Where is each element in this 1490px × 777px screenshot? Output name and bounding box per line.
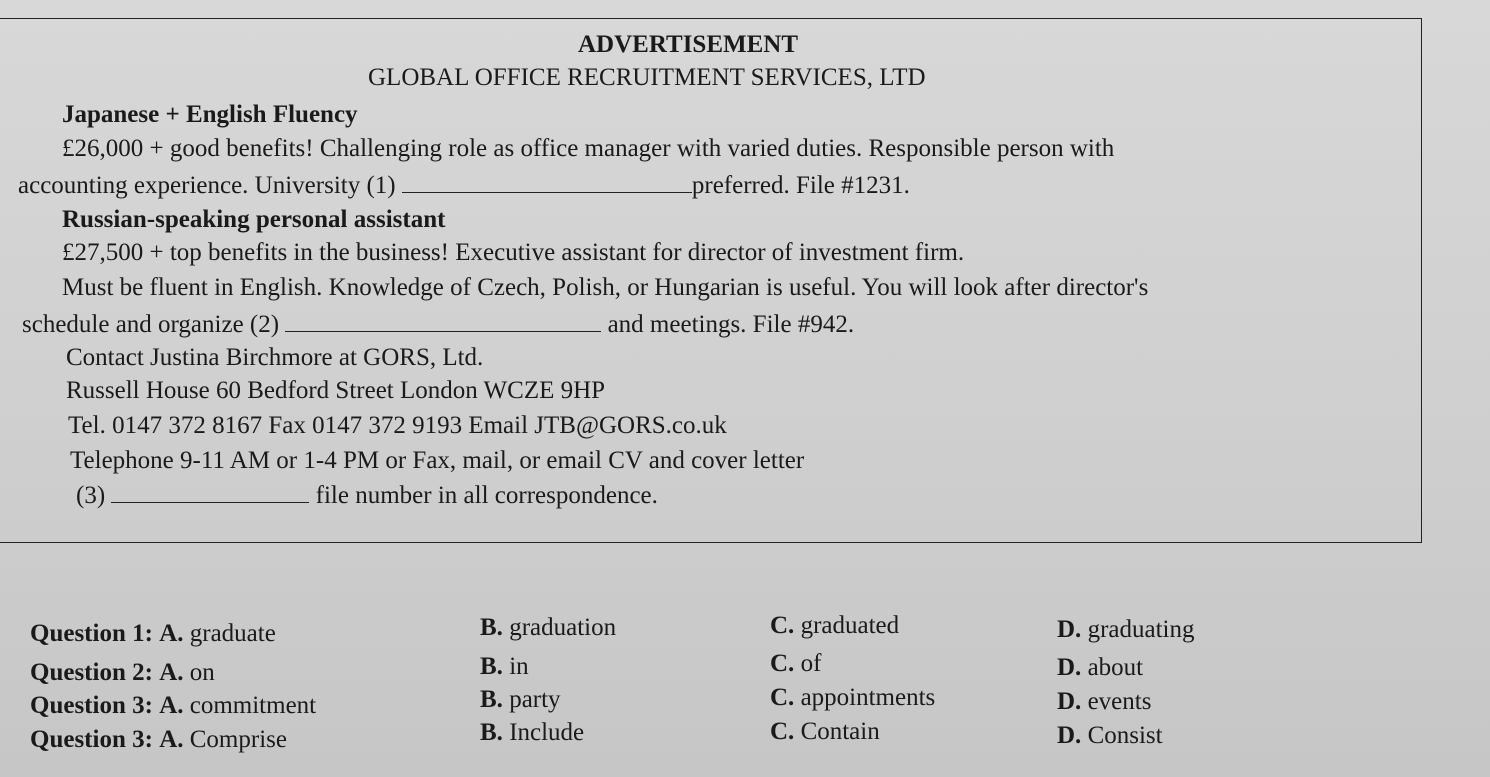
option-key: D. bbox=[1057, 654, 1082, 681]
question-2-row bbox=[30, 659, 215, 687]
question-4-option-d[interactable]: Consist bbox=[1087, 722, 1163, 749]
question-4-option-a[interactable]: Comprise bbox=[189, 726, 287, 753]
question-1-label: Question 1: bbox=[30, 620, 153, 647]
question-1-option-b[interactable]: graduation bbox=[509, 614, 617, 641]
option-key: B. bbox=[480, 653, 503, 680]
question-3-option-d-row[interactable] bbox=[1057, 688, 1151, 716]
question-4-option-c-row[interactable] bbox=[770, 718, 880, 746]
contact-line-4: Telephone 9-11 AM or 1-4 PM or Fax, mail, or email CV and cover letter bbox=[70, 447, 805, 474]
contact-line-5 bbox=[76, 483, 658, 508]
ad-heading: ADVERTISEMENT bbox=[578, 31, 798, 58]
question-3-option-c[interactable]: appointments bbox=[800, 684, 936, 711]
contact-line-2: Russell House 60 Bedford Street London WCZE 9HP bbox=[66, 377, 606, 404]
job2-line3-start: schedule and organize (2) bbox=[22, 311, 280, 338]
job1-line1: £26,000 + good benefits! Challenging role as office manager with varied duties. Responsible person with bbox=[62, 135, 1115, 162]
option-key: D. bbox=[1057, 688, 1082, 715]
contact-line-5-end: file number in all correspondence. bbox=[315, 482, 658, 509]
question-4-row bbox=[30, 726, 287, 754]
question-2-option-d[interactable]: about bbox=[1087, 654, 1144, 681]
option-key: B. bbox=[480, 719, 503, 746]
question-1-option-c[interactable]: graduated bbox=[800, 612, 900, 639]
contact-line-1: Contact Justina Birchmore at GORS, Ltd. bbox=[66, 344, 484, 371]
question-3-label: Question 3: bbox=[30, 692, 153, 719]
job1-title: Japanese + English Fluency bbox=[62, 101, 358, 128]
option-key: C. bbox=[770, 650, 795, 677]
contact-line-5-start: (3) bbox=[76, 482, 106, 509]
option-key: A. bbox=[159, 659, 184, 686]
job2-line1: £27,500 + top benefits in the business! Executive assistant for director of investment firm. bbox=[62, 239, 965, 266]
job2-title: Russian-speaking personal assistant bbox=[62, 206, 446, 233]
question-1-option-d-row[interactable] bbox=[1057, 616, 1194, 644]
question-3-option-d[interactable]: events bbox=[1087, 688, 1152, 715]
blank-2 bbox=[285, 313, 601, 332]
company-name: GLOBAL OFFICE RECRUITMENT SERVICES, LTD bbox=[368, 64, 926, 91]
question-2-option-c[interactable]: of bbox=[800, 650, 822, 677]
option-key: C. bbox=[770, 612, 795, 639]
question-3-option-c-row[interactable] bbox=[770, 684, 935, 712]
question-2-option-a[interactable]: on bbox=[189, 659, 215, 686]
question-2-option-b[interactable]: in bbox=[509, 653, 529, 680]
option-key: C. bbox=[770, 718, 795, 745]
question-4-option-c[interactable]: Contain bbox=[800, 718, 880, 745]
question-4-label: Question 3: bbox=[30, 726, 153, 753]
job2-line3 bbox=[22, 312, 854, 337]
question-3-option-b[interactable]: party bbox=[509, 686, 561, 713]
question-1-option-a[interactable]: graduate bbox=[189, 620, 276, 647]
option-key: B. bbox=[480, 686, 503, 713]
question-1-option-d[interactable]: graduating bbox=[1087, 616, 1195, 643]
job2-line2: Must be fluent in English. Knowledge of Czech, Polish, or Hungarian is useful. You will look after director's bbox=[62, 274, 1149, 301]
job1-line2-end: preferred. File #1231. bbox=[691, 172, 910, 199]
blank-1 bbox=[402, 174, 692, 193]
option-key: A. bbox=[159, 726, 184, 753]
option-key: C. bbox=[770, 684, 795, 711]
question-3-option-a[interactable]: commitment bbox=[189, 692, 317, 719]
option-key: D. bbox=[1057, 616, 1082, 643]
blank-3 bbox=[111, 484, 309, 503]
question-1-option-b-row[interactable] bbox=[480, 614, 616, 642]
question-4-option-b[interactable]: Include bbox=[509, 719, 585, 746]
job1-line2-start: accounting experience. University (1) bbox=[18, 172, 396, 199]
job1-line2 bbox=[18, 173, 910, 198]
question-2-label: Question 2: bbox=[30, 659, 153, 686]
contact-line-3: Tel. 0147 372 8167 Fax 0147 372 9193 Email JTB@GORS.co.uk bbox=[68, 412, 727, 439]
question-1-row bbox=[30, 620, 276, 648]
option-key: D. bbox=[1057, 722, 1082, 749]
option-key: B. bbox=[480, 614, 503, 641]
question-1-option-c-row[interactable] bbox=[770, 612, 899, 640]
question-3-row bbox=[30, 692, 316, 720]
question-2-option-b-row[interactable] bbox=[480, 653, 529, 681]
question-2-option-d-row[interactable] bbox=[1057, 654, 1143, 682]
option-key: A. bbox=[159, 620, 184, 647]
question-3-option-b-row[interactable] bbox=[480, 686, 561, 714]
option-key: A. bbox=[159, 692, 184, 719]
question-4-option-d-row[interactable] bbox=[1057, 722, 1163, 750]
job2-line3-end: and meetings. File #942. bbox=[607, 311, 855, 338]
question-2-option-c-row[interactable] bbox=[770, 650, 821, 678]
question-4-option-b-row[interactable] bbox=[480, 719, 584, 747]
